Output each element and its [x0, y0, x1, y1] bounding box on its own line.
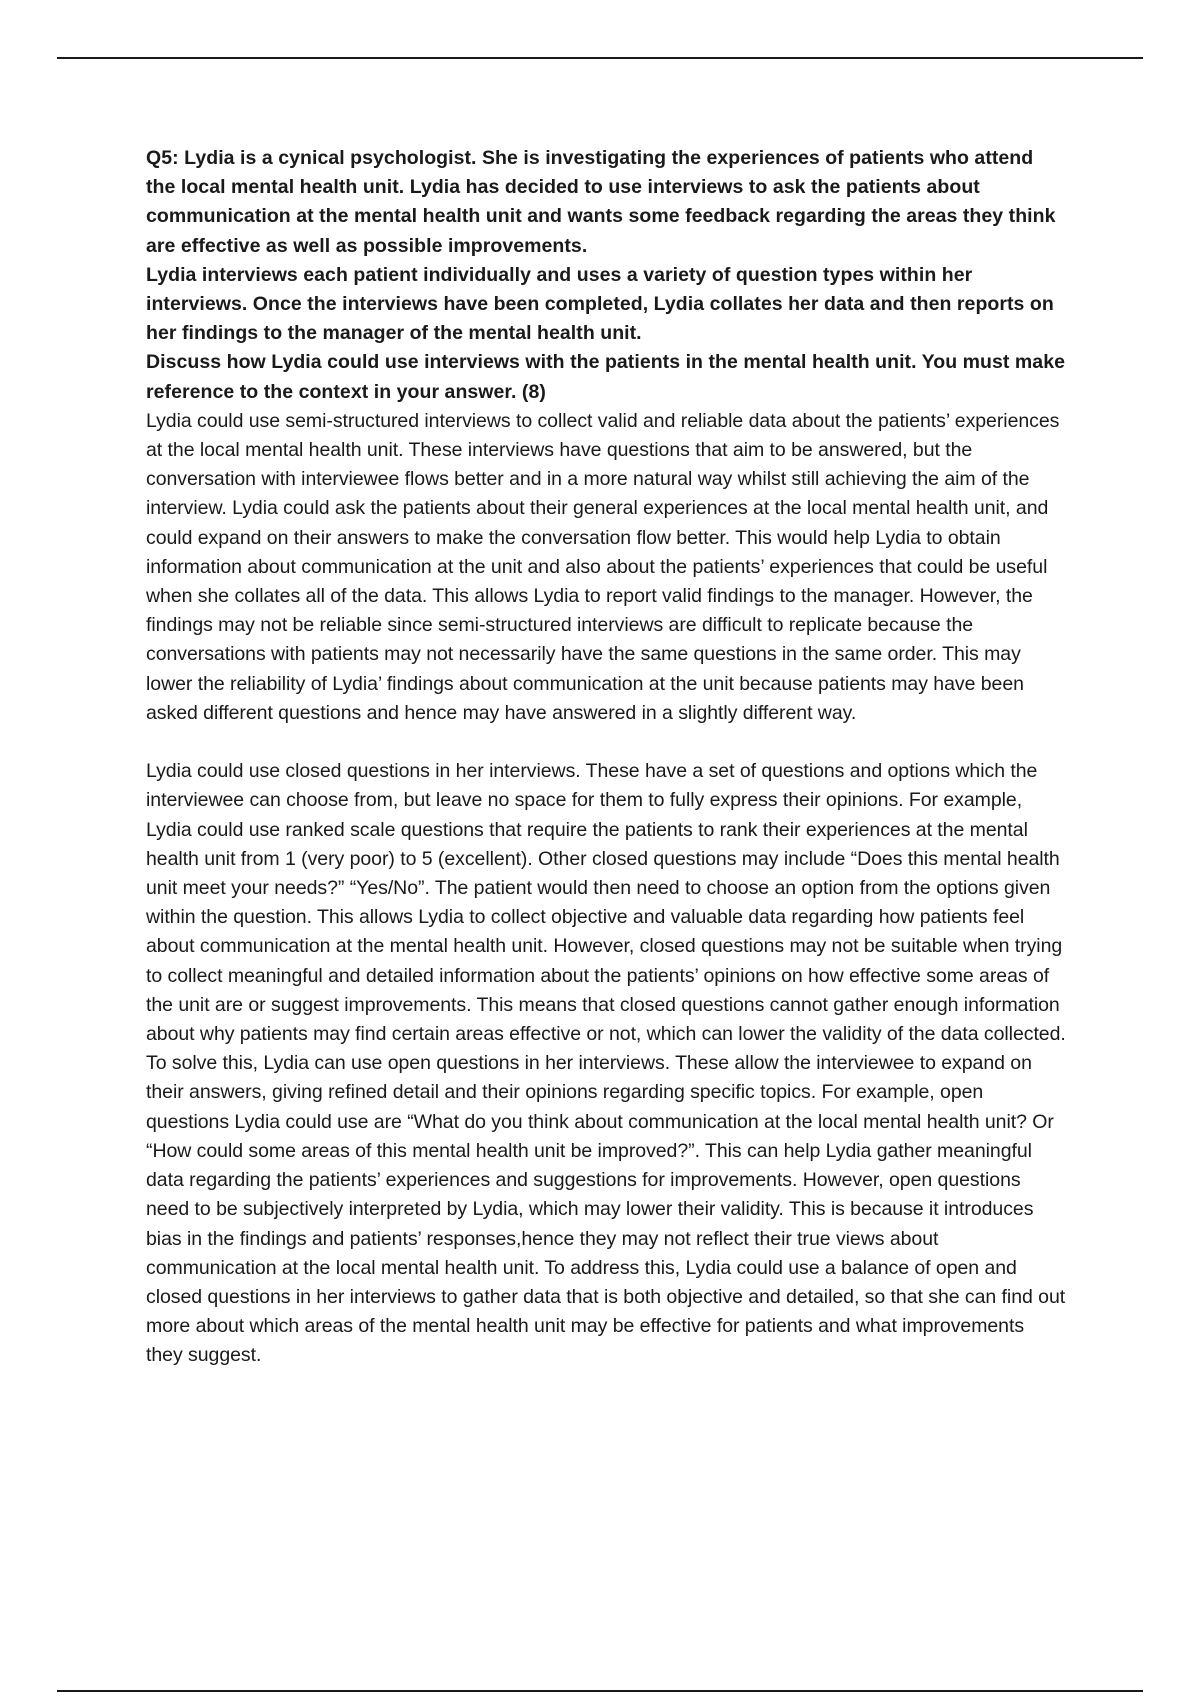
footer-rule [57, 1690, 1143, 1692]
question-text: Q5: Lydia is a cynical psychologist. She is investigating the experiences of patients who attend the local mental health unit. Lydia has decided to use interviews to ask the patients about communication at the mental health unit and wants some feedback regarding the areas they think are effective as well as possible improvements. [146, 147, 1056, 257]
answer-block [146, 407, 1066, 1371]
document-body [146, 144, 1066, 1371]
question-prompt: Discuss how Lydia could use interviews with the patients in the mental health unit. You must make reference to the context in your answer. (8) [146, 351, 1065, 403]
question-context: Lydia interviews each patient individually and uses a variety of question types within her interviews. Once the interviews have been completed, Lydia collates her data and then reports on her findings to the manager of the mental health unit. [146, 263, 1054, 345]
question-block [146, 144, 1066, 407]
answer-paragraph: To solve this, Lydia can use open questions in her interviews. These allow the interviewee to expand on their answers, giving refined detail and their opinions regarding specific topics. For example, open questions Lydia could use are “What do you think about communication at the local mental health unit? Or “How could some areas of this mental health unit be improved?”. This can help Lydia gather meaningful data regarding the patients’ experiences and suggestions for improvements. However, open questions need to be subjectively interpreted by Lydia, which may lower their validity. This is because it introduces bias in the findings and patients’ responses,hence they may not reflect their true views about communication at the local mental health unit. To address this, Lydia could use a balance of open and closed questions in her interviews to gather data that is both objective and detailed, so that she can find out more about which areas of the mental health unit may be effective for patients and what improvements they suggest. [146, 1052, 1066, 1367]
answer-paragraph: Lydia could use semi-structured interviews to collect valid and reliable data about the patients’ experiences at the local mental health unit. These interviews have questions that aim to be answered, but the conversation with interviewee flows better and in a more natural way whilst still achieving the aim of the interview. Lydia could ask the patients about their general experiences at the local mental health unit, and could expand on their answers to make the conversation flow better. This would help Lydia to obtain information about communication at the unit and also about the patients’ experiences that could be useful when she collates all of the data. This allows Lydia to report valid findings to the manager. However, the findings may not be reliable since semi-structured interviews are difficult to replicate because the conversations with patients may not necessarily have the same questions in the same order. This may lower the reliability of Lydia’ findings about communication at the unit because patients may have been asked different questions and hence may have answered in a slightly different way. [146, 409, 1060, 724]
header-rule [57, 57, 1143, 59]
answer-paragraph: Lydia could use closed questions in her interviews. These have a set of questions and options which the interviewee can choose from, but leave no space for them to fully express their opinions. For example, Lydia could use ranked scale questions that require the patients to rank their experiences at the mental health unit from 1 (very poor) to 5 (excellent). Other closed questions may include “Does this mental health unit meet your needs?” “Yes/No”. The patient would then need to choose an option from the options given within the question. This allows Lydia to collect objective and valuable data regarding how patients feel about communication at the mental health unit. However, closed questions may not be suitable when trying to collect meaningful and detailed information about the patients’ opinions on how effective some areas of the unit are or suggest improvements. This means that closed questions cannot gather enough information about why patients may find certain areas effective or not, which can lower the validity of the data collected. [146, 760, 1066, 1046]
